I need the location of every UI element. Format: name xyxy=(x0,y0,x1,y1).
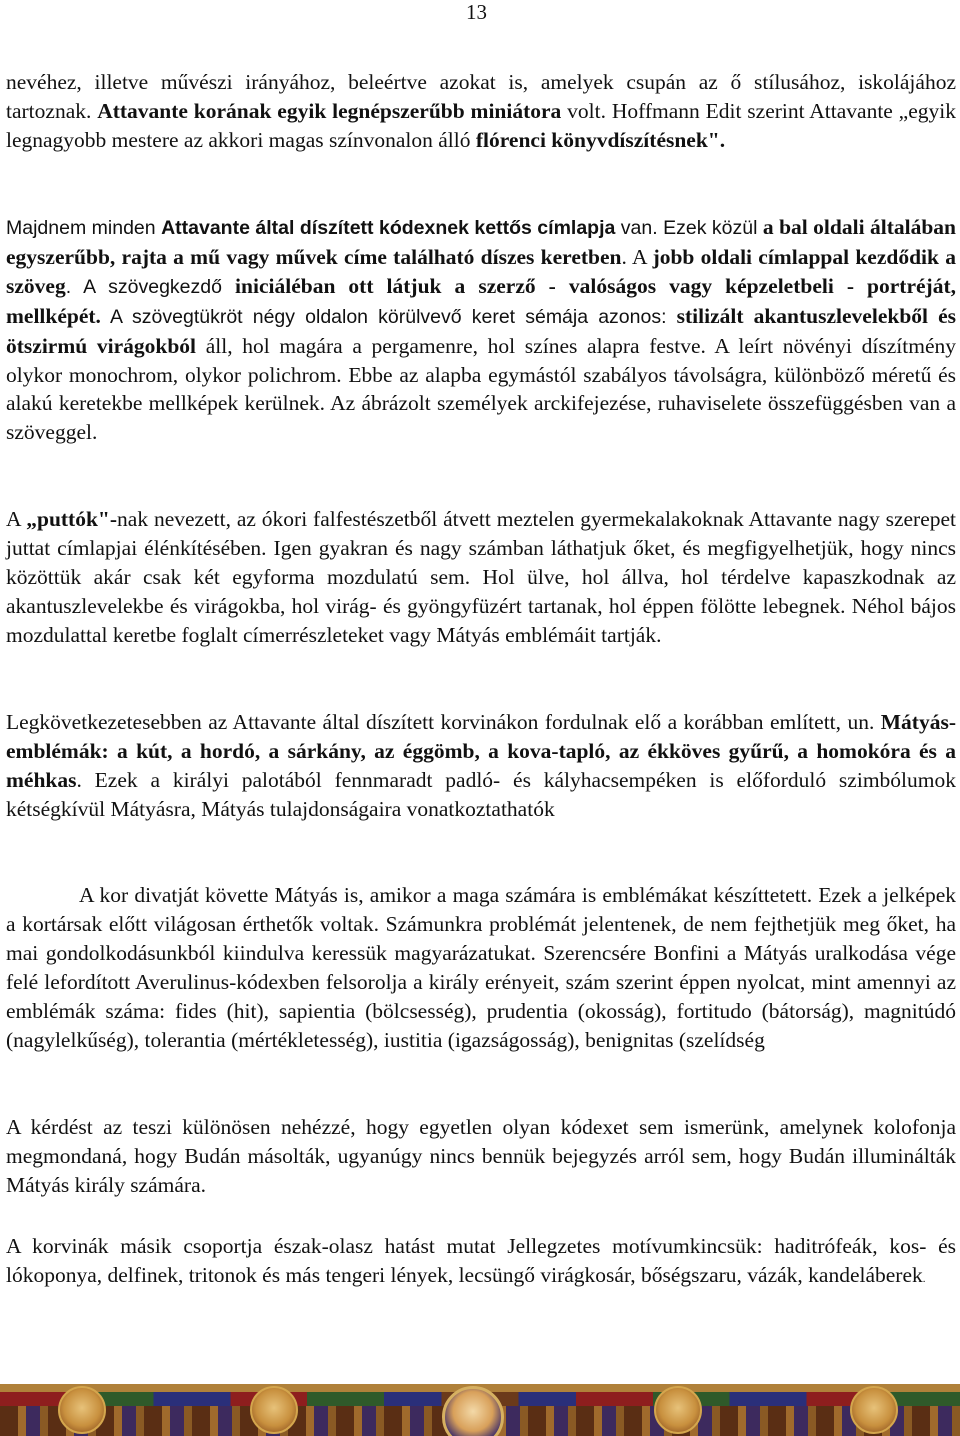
paragraph-5: A kor divatját követte Mátyás is, amikor a maga számára is emblémákat készíttetett. Ezek a jelképek a kortársak előtt világosan érthetők voltak. Számunkra problémát jelentenek, de nem fejthetjük meg őket, ha mai gondolkodásunkból kiindulva keressük magyarázatukat. Szerencsére Bonfini a Mátyás uralkodása vége felé lefordított Averulinus-kódexben felsorolja a király erényeit, szám szerint éppen nyolcat, mint amennyi az emblémák száma: fides (hit), sapientia (bölcsesség), prudentia (okosság), fortitudo (bátorság), magnitúdó (nagylelkűség), tolerantia (mértékletesség), iustitia (igazságosság), benignitas (szelídség xyxy=(6,883,956,1052)
p3-text-2: nak nevezett, az ókori falfestészetből átvett meztelen gyermekalakoknak Attavante nagy szerepet juttat címlapjai élénkítésében. Igen gyakran és nagy számban láthatjuk őket, és megfigyelhetjük, hogy nincs közöttük akár csak két egyforma mozdulatú sem. Hol ülve, hol állva, hol térdelve kapaszkodnak az akantuszlevelekbe és virágokba, hol virág- és gyöngyfüzért tartanak, hol éppen fölötte lebegnek. Néhol bájos mozdulattal keretbe foglalt címerrészleteket vagy Mátyás emblémáit tartják. xyxy=(6,507,957,647)
p1-bold-1: Attavante korának egyik legnépszerűbb miniátora xyxy=(97,98,562,123)
p1-bold-2: flórenci könyvdíszítésnek". xyxy=(475,127,726,152)
illuminated-border-image xyxy=(0,1384,960,1436)
p7-text: A korvinák másik csoportja észak-olasz hatást mutat Jellegzetes motívumkincsük: haditrófeák, kos- és lókoponya, delfinek, tritonok és más tengeri lények, lecsüngő virágkosár, bőségszaru, vázák, kandeláberek xyxy=(6,1234,956,1287)
border-medallion-right-1 xyxy=(654,1386,702,1434)
p3-text-1: A xyxy=(6,507,27,531)
p2-text-4: . A szövegkezdő xyxy=(65,275,236,298)
p4-bold-1: Mátyás-emblémák: a kút, a hordó, a sárkány, az éggömb, a kova-tapló, az ékköves gyűrű, a homokóra és a méhkas xyxy=(6,710,956,792)
paragraph-3 xyxy=(6,505,956,650)
paragraph-6: A kérdést az teszi különösen nehézzé, hogy egyetlen olyan kódexet sem ismerünk, amelynek kolofonja megmondaná, hogy Budán másolták, ugyanúgy nincs bennük bejegyzés arról sem, hogy Budán illuminálták Mátyás király számára. xyxy=(6,1115,956,1197)
p2-bold-1: Attavante által díszített kódexnek kettős címlapja xyxy=(161,217,616,239)
p2-bold-4: iniciáléban ott látjuk a szerző - valóságos vagy képzeletbeli - portréját, mellképét. xyxy=(6,273,956,328)
border-medallion-left-2 xyxy=(250,1386,298,1434)
p4-text-1: Legkövetkezetesebben az Attavante által díszített korvinákon fordulnak elő a korábban említett, un. xyxy=(6,710,881,734)
page-number: 13 xyxy=(466,0,487,24)
paragraph-4 xyxy=(6,708,956,824)
p3-bold-1: „puttók"- xyxy=(26,507,118,531)
p1-text-1: nevéhez, illetve művészi irányához, beleértve azokat is, amelyek csupán az ő stílusához, iskolájához tartoznak. xyxy=(6,70,956,123)
paragraph-7 xyxy=(6,1232,956,1294)
p2-bold-2: a bal oldali általában egyszerűbb, rajta a mű vagy művek címe található díszes keretben xyxy=(6,215,956,269)
p1-text-2: volt. Hoffmann Edit szerint Attavante „egyik legnagyobb mestere az akkori magas színvonalon álló xyxy=(6,98,956,152)
p2-bold-3: jobb oldali címlappal kezdődik a szöveg xyxy=(6,244,956,298)
p2-text-3: . A xyxy=(621,244,653,269)
paragraph-2 xyxy=(6,213,956,447)
border-medallion-right-2 xyxy=(850,1386,898,1434)
border-medallion-left-1 xyxy=(58,1386,106,1434)
p2-text-5: A szövegtükröt négy oldalon körülvevő keret sémája azonos: xyxy=(100,305,677,328)
p2-text-1: Majdnem minden xyxy=(6,217,162,239)
p4-text-2: . Ezek a királyi palotából fennmaradt padló- és kályhacsempéken is előforduló szimbólumok kétségkívül Mátyásra, Mátyás tulajdonságaira vonatkoztathatók xyxy=(6,767,956,821)
p2-bold-5: stilizált akantuszlevelekből és ötszirmú virágokból xyxy=(6,303,956,358)
p7-end: . xyxy=(922,1272,926,1285)
p2-text-2: van. Ezek közül xyxy=(615,217,763,239)
paragraph-1 xyxy=(6,68,956,155)
p2-text-6: áll, hol magára a pergamenre, hol színes alapra festve. A leírt növényi díszítmény olykor monochrom, olykor polichrom. Ebbe az alapba egymástól szabályos távolságra, különböző méretű és alakú keretekbe mellképek kerülnek. Az ábrázolt személyek arckifejezése, ruhaviselete összefüggésben van a szöveggel. xyxy=(6,333,956,445)
